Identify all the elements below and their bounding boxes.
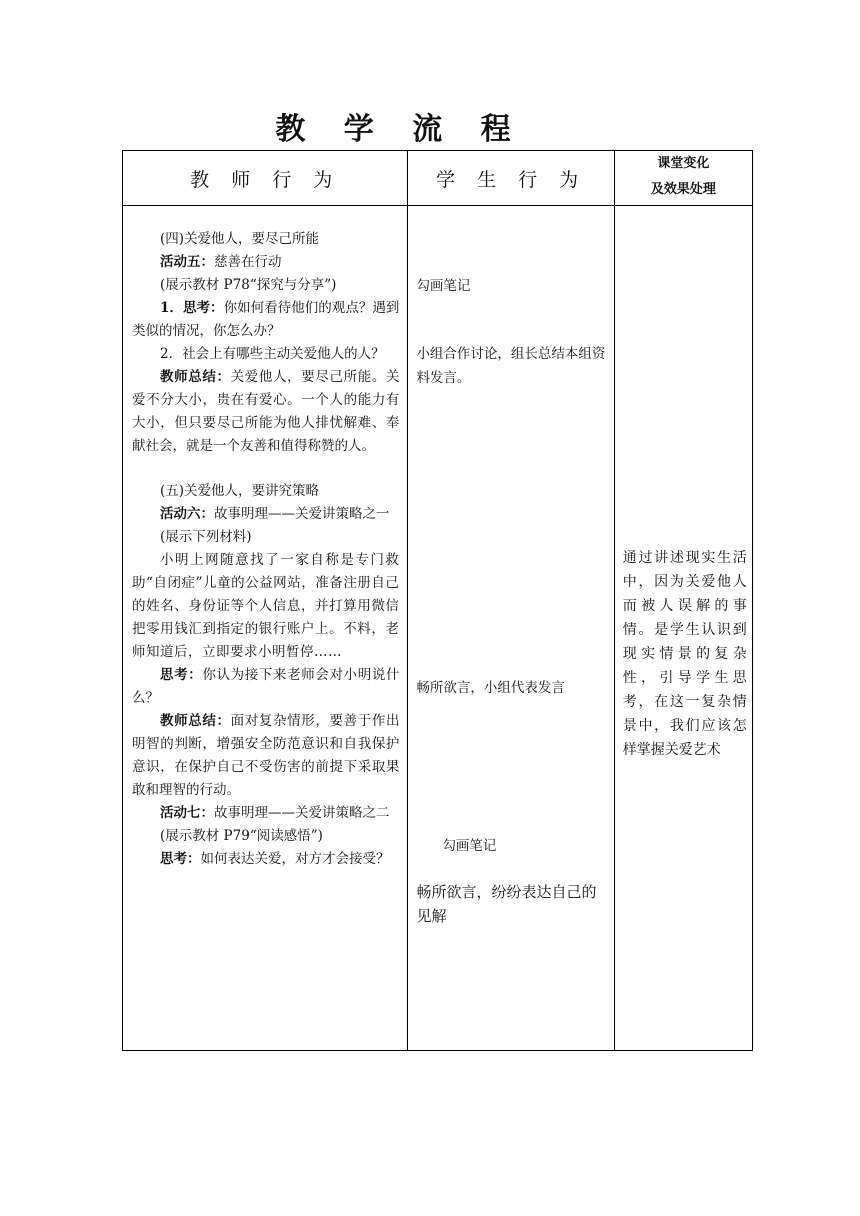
textbook-p79-note: (展示教材 P79“阅读感悟”)	[160, 828, 323, 844]
teacher-cell	[123, 206, 408, 1051]
table-body-row	[123, 206, 753, 1051]
teacher-summary-one-label: 教师总结：	[160, 369, 231, 385]
teaching-flow-table	[122, 150, 753, 1051]
think-two	[132, 848, 399, 871]
change-cell	[614, 206, 752, 1051]
teacher-summary-one	[132, 366, 399, 458]
teacher-summary-two-text: 面对复杂情形，要善于作出明智的判断，增强安全防范意识和自我保护意识，在保护自己不受伤害的前提下采取果敢和理智的行动。	[132, 713, 400, 798]
activity-five-label: 活动五：	[160, 254, 214, 270]
change-note: 通过讲述现实生活中，因为关爱他人而被人误解的事情。是学生认识到现实情景的复杂性，引导学生思考，在这一复杂情景中，我们应该怎样掌握关爱艺术	[622, 550, 747, 758]
header-change-line2: 及效果处理	[650, 182, 716, 197]
activity-five	[132, 251, 399, 274]
student-cell	[408, 206, 614, 1051]
think-one-text: 你认为接下来老师会对小明说什么？	[132, 667, 400, 706]
student-note-1: 勾画笔记	[416, 278, 471, 294]
page-title: 教 学 流 程	[275, 112, 525, 147]
teacher-summary-two-label: 教师总结：	[160, 713, 231, 729]
question-two: 2．社会上有哪些主动关爱他人的人？	[160, 346, 385, 362]
section-five-heading: (五)关爱他人，要讲究策略	[160, 483, 320, 499]
activity-five-text: 慈善在行动	[214, 254, 282, 270]
student-note-5: 畅所欲言，纷纷表达自己的见解	[416, 883, 597, 925]
student-note-2: 小组合作讨论，组长总结本组资料发言。	[416, 346, 606, 386]
story-material: 小明上网随意找了一家自称是专门救助“自闭症”儿童的公益网站，准备注册自己的姓名、身份证等个人信息，并打算用微信把零用钱汇到指定的银行账户上。不料，老师知道后，立即要求小明暂停……	[132, 552, 400, 660]
student-note-3: 畅所欲言，小组代表发言	[416, 680, 565, 696]
header-change	[614, 151, 752, 206]
material-note: (展示下列材料)	[160, 529, 252, 545]
header-student: 学 生 行 为	[408, 151, 614, 206]
think-one-label: 思考：	[160, 667, 203, 683]
activity-seven-text: 故事明理——关爱讲策略之二	[214, 805, 390, 821]
activity-six-label: 活动六：	[160, 506, 214, 522]
activity-seven	[132, 802, 399, 825]
teacher-content	[123, 206, 407, 871]
header-change-line1: 课堂变化	[657, 156, 710, 171]
section-four-heading: (四)关爱他人，要尽己所能	[160, 231, 320, 247]
question-one	[132, 297, 399, 343]
think-two-label: 思考：	[160, 851, 201, 867]
activity-six-text: 故事明理——关爱讲策略之一	[214, 506, 390, 522]
question-one-label: 1．思考：	[160, 300, 224, 316]
teacher-summary-one-text: 关爱他人，要尽己所能。关爱不分大小，贵在有爱心。一个人的能力有大小，但只要尽己所能为他人排忧解难、奉献社会，就是一个友善和值得称赞的人。	[132, 369, 400, 454]
header-teacher: 教 师 行 为	[123, 151, 408, 206]
table-header-row	[123, 151, 753, 206]
think-one	[132, 664, 399, 710]
question-one-text: 你如何看待他们的观点？遇到类似的情况，你怎么办？	[132, 300, 400, 339]
think-two-text: 如何表达关爱，对方才会接受？	[200, 851, 390, 867]
activity-six	[132, 503, 399, 526]
student-note-4: 勾画笔记	[442, 838, 497, 854]
teacher-summary-two	[132, 710, 399, 802]
activity-seven-label: 活动七：	[160, 805, 214, 821]
textbook-p78-note: (展示教材 P78“探究与分享”)	[160, 277, 337, 293]
